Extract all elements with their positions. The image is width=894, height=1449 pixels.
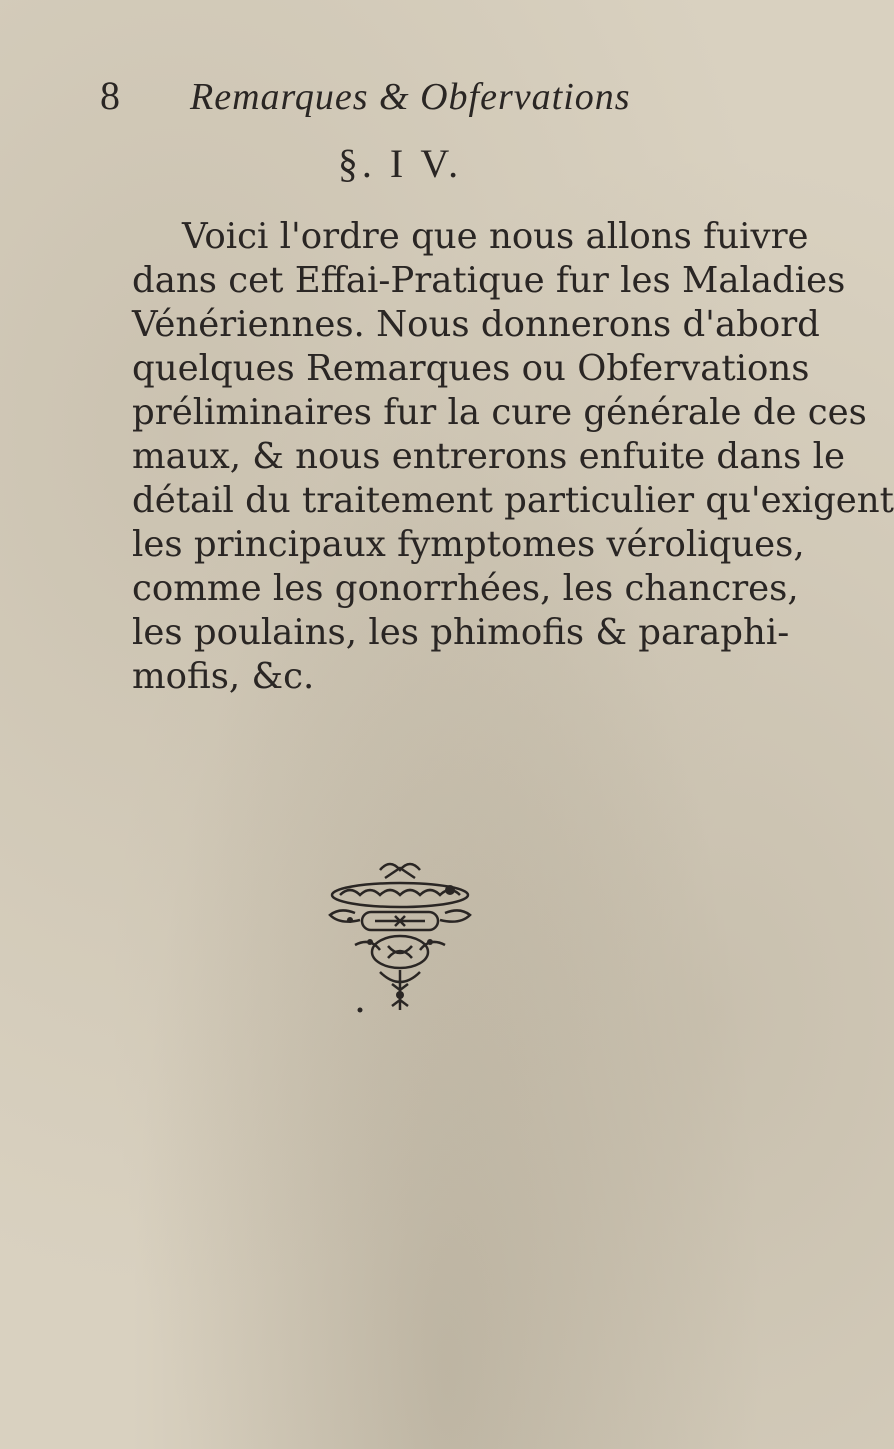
text-line: maux, & nous entrerons enfuite dans le — [132, 436, 845, 477]
running-title: Remarques & Obfervations — [190, 76, 631, 118]
text-line: les principaux fymptomes véroliques, — [132, 524, 805, 565]
text-line: préliminaires fur la cure générale de ces — [132, 392, 867, 433]
page-number: 8 — [100, 73, 120, 118]
text-line: les poulains, les phimofis & paraphi- — [132, 612, 790, 653]
text-line: dans cet Effai-Pratique fur les Maladies — [132, 260, 846, 301]
running-head — [100, 72, 720, 122]
paragraph — [132, 215, 894, 699]
text-line: comme les gonorrhées, les chancres, — [132, 568, 799, 609]
text-line: quelques Remarques ou Obfervations — [132, 348, 810, 389]
floral-tailpiece-icon — [300, 850, 500, 1050]
text-line: détail du traitement particulier qu'exigent — [132, 480, 894, 521]
section-heading: §. I V. — [337, 141, 463, 186]
text-line: mofis, &c. — [132, 656, 315, 697]
text-line: Voici l'ordre que nous allons fuivre — [182, 216, 809, 257]
text-line: Vénériennes. Nous donnerons d'abord — [132, 304, 820, 345]
